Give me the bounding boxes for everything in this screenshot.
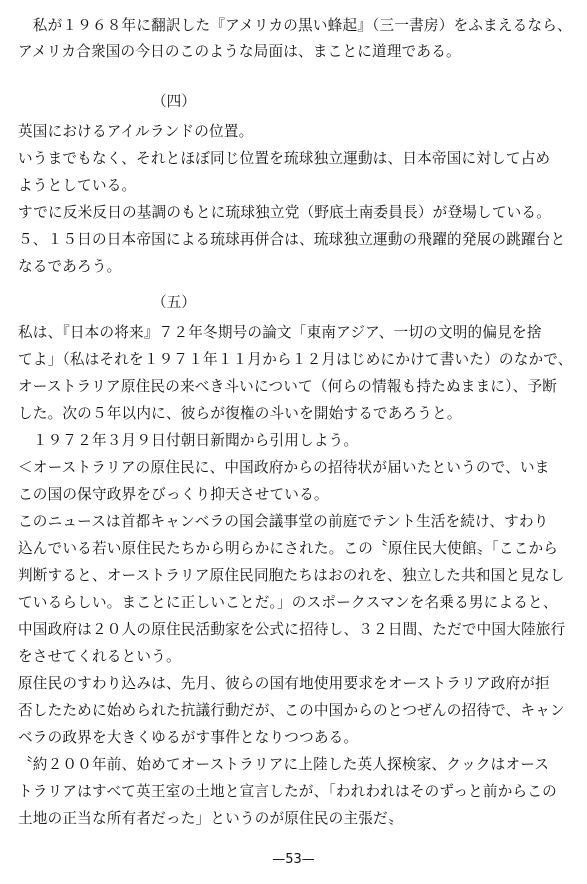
text-line: 否したために始められた抗議行動だが、この中国からのとつぜんの招待で、キャン — [18, 702, 565, 719]
text-line: 込んでいる若い原住民たちから明らかにされた。この〝原住民大使館〟「ここから — [18, 540, 559, 557]
text-line: した。次の５年以内に、彼らが復権の斗いを開始するであろうと。 — [18, 405, 462, 422]
text-line: 私は、『日本の将来』７２年冬期号の論文「東南アジア、一切の文明的偏見を捨 — [18, 324, 542, 341]
text-line: ベラの政界を大きくゆるがす事件となりつつある。 — [18, 729, 359, 746]
text-line: 土地の正当な所有者だった」というのが原住民の主張だ〟 — [18, 810, 403, 827]
text-line: をさせてくれるという。 — [18, 648, 181, 665]
text-line: 英国におけるアイルランドの位置。 — [18, 123, 254, 140]
text-line: ようとしている。 — [18, 177, 137, 194]
text-line: アメリカ合衆国の今日のこのような局面は、まことに道理である。 — [18, 43, 461, 60]
text-line: オーストラリア原住民の来べき斗いについて（何らの情報も持たぬままに）、予断 — [18, 378, 558, 395]
text-line: いうまでもなく、それとほぼ同じ位置を琉球独立運動は、日本帝国に対して占め — [18, 150, 551, 167]
text-line: なるであろう。 — [18, 258, 122, 275]
text-line: すでに反米反日の基調のもとに琉球独立党（野底土南委員長）が登場している。 — [18, 204, 552, 221]
text-line: ＜オーストラリアの原住民に、中国政府からの招待状が届いたというので、いま — [18, 459, 550, 476]
text-line: この国の保守政界をびっくり抑天させている。 — [18, 486, 329, 503]
text-line: 原住民のすわり込みは、先月、彼らの国有地使用要求をオーストラリア政府が拒 — [18, 675, 550, 692]
page-number: —53— — [272, 852, 315, 867]
text-line: 中国政府は２０人の原住民活動家を公式に招待し、３２日間、ただで中国大陸旅行 — [18, 621, 566, 638]
text-line: ５、１５日の日本帝国による琉球再併合は、琉球独立運動の飛躍的発展の跳躍台と — [18, 231, 566, 248]
text-line: １９７２年３月９日付朝日新聞から引用しよう。 — [18, 432, 359, 449]
section-heading: （四） — [152, 93, 196, 110]
text-line: 判断すると、オーストラリア原住民同胞たちはおのれを、独立した共和国と見なし — [18, 567, 565, 584]
text-line: このニュースは首都キャンベラの国会議事堂の前庭でテント生活を続け、すわり — [18, 513, 549, 530]
text-line: 私が１９６８年に翻訳した『アメリカの黒い蜂起』（三一書房）をふまえるなら、 — [18, 17, 572, 34]
text-line: ているらしい。まことに正しいことだ。」のスポークスマンを名乗る男によると、 — [18, 594, 558, 611]
text-line: 〝約２００年前、始めてオーストラリアに上陸した英人探検家、クックはオース — [18, 756, 550, 773]
text-line: てよ」（私はそれを１９７１年１１月から１２月はじめにかけて書いた）のなかで、 — [18, 351, 573, 368]
text-line: トラリアはすべて英王室の土地と宣言したが、「われわれはそのずっと前からこの — [18, 783, 557, 800]
section-heading: （五） — [152, 294, 196, 311]
